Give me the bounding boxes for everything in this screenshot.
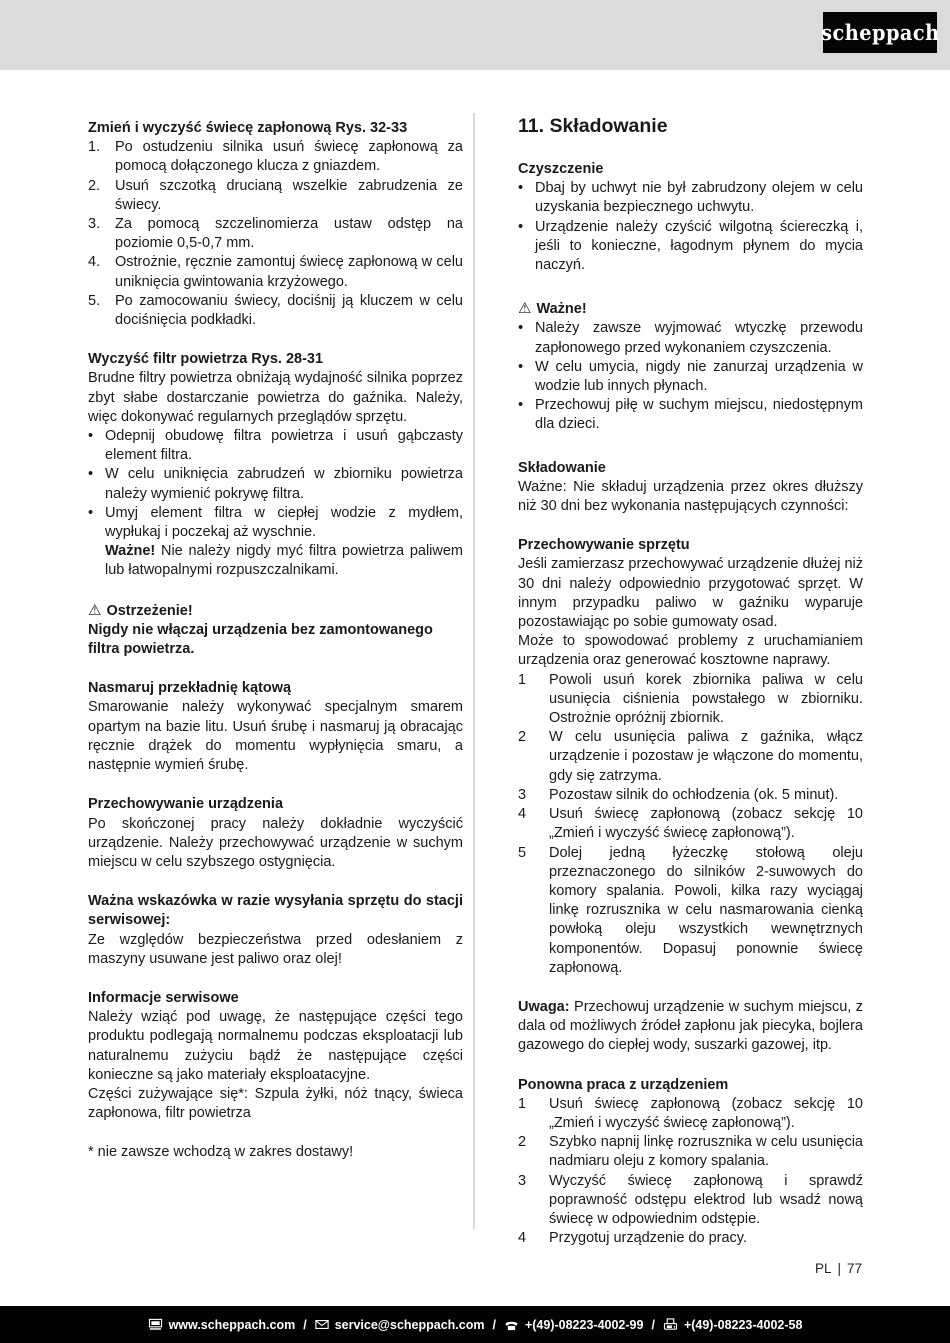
phone-icon — [504, 1319, 519, 1331]
footer-separator: / — [651, 1317, 655, 1332]
footer-fax-text: +(49)-08223-4002-58 — [683, 1317, 803, 1332]
footer-phone — [504, 1318, 644, 1332]
section-heading-equipment-storage: Przechowywanie sprzętu — [518, 537, 690, 554]
note-lead: Ważne! — [105, 543, 156, 560]
list-number: 5 — [518, 844, 527, 861]
bullet-text: Odepnij obudowę filtra powietrza i usuń gąbczasty element filtra. — [105, 428, 463, 464]
bullet-text — [105, 504, 463, 581]
list-text: Po zamocowaniu świecy, dociśnij ją kluczem w celu dociśnięcia podkładki. — [115, 292, 463, 329]
page-number-separator: | — [837, 1261, 841, 1276]
section-heading-air-filter: Wyczyść filtr powietrza Rys. 28-31 — [88, 351, 324, 368]
list-text: Za pomocą szczelinomierza ustaw odstęp na poziomie 0,5-0,7 mm. — [115, 216, 463, 252]
scheppach-logo — [820, 12, 940, 53]
bullet-marker — [518, 319, 535, 357]
page-number — [815, 1261, 862, 1276]
list-number: 4 — [518, 806, 527, 823]
footer-fax — [663, 1318, 803, 1332]
paragraph: Po skończonej pracy należy dokładnie wyczyścić urządzenie. Należy przechowywać urządzenie w suchym miejscu w celu szybszego ostygnięcia. — [88, 815, 463, 870]
list-number: 1 — [518, 671, 527, 688]
numbered-item — [518, 1172, 863, 1230]
bullet-text: Należy zawsze wyjmować wtyczkę przewodu zapłonowego przed wykonaniem czyszczenia. — [535, 320, 863, 356]
footer-separator: / — [303, 1317, 307, 1332]
footer-email — [315, 1318, 485, 1332]
numbered-item — [518, 805, 863, 843]
bullet-item — [88, 504, 463, 581]
paragraph: Może to spowodować problemy z uruchamianiem urządzenia oraz generować kosztowne naprawy. — [518, 633, 863, 669]
page-number-value: 77 — [846, 1261, 862, 1276]
paragraph: Należy wziąć pod uwagę, że następujące części tego produktu podlegają normalnemu podczas eksploatacji lub naturalnemu zużyciu bądź że następujące części konieczne są jako materiały eksploatacyjne. — [88, 1009, 463, 1083]
footer-bar — [0, 1306, 950, 1343]
envelope-icon — [315, 1319, 329, 1330]
list-text: Po ostudzeniu silnika usuń świecę zapłonową za pomocą dołączonego klucza z gniazdem. — [115, 139, 463, 175]
paragraph: Ważne: Nie składuj urządzenia przez okres dłuższy niż 30 dni bez wykonania następujących czynności: — [518, 478, 863, 515]
list-number: 1 — [518, 1095, 527, 1112]
bullet-item — [88, 427, 463, 465]
bullet-marker — [88, 427, 105, 465]
note-lead: Uwaga: — [518, 998, 570, 1015]
bullet-marker — [88, 465, 105, 503]
list-number: 4 — [518, 1230, 527, 1247]
list-text: Szybko napnij linkę rozrusznika w celu usunięcia nadmiaru oleju z komory spalania. — [549, 1134, 863, 1170]
bullet-marker — [518, 396, 535, 434]
column-divider — [473, 113, 475, 1229]
bullet-item — [518, 319, 863, 357]
section-heading-device-storage: Przechowywanie urządzenia — [88, 796, 284, 813]
paragraph: Jeśli zamierzasz przechowywać urządzenie dłużej niż 30 dni należy odpowiednio przygotować sprzęt. W innym przypadku paliwo w gaźniku wyparuje pozostawiając po sobie gumowaty osad. — [518, 556, 863, 631]
section-heading-service-note: Ważna wskazówka w razie wysyłania sprzętu do stacji serwisowej: — [88, 893, 463, 929]
bullet-item — [88, 465, 463, 503]
list-number: 5. — [88, 292, 101, 309]
section-heading-storage: Składowanie — [518, 459, 606, 476]
list-number: 1. — [88, 139, 101, 156]
numbered-item — [88, 292, 463, 330]
logo-text: scheppach — [820, 20, 940, 45]
warning-icon — [518, 301, 536, 317]
list-text: Dolej jedną łyżeczkę stołową oleju przeznaczonego do silników 2-suwowych do komory spalania. Powoli, kilka razy wyciągaj linkę rozrusznika w celu nasmarowania cienką powłoką oleju wszystkich wewnętrznych komponentów. Dopasuj ponownie świecę zapłonową. — [549, 844, 863, 976]
paragraph: Ze względów bezpieczeństwa przed odesłaniem z maszyny usuwane jest paliwo oraz olej! — [88, 931, 463, 967]
footer-website-text: www.scheppach.com — [168, 1317, 296, 1332]
important-title: ⚠ Ważne! — [518, 299, 863, 319]
list-text: W celu usunięcia paliwa z gaźnika, włącz urządzenie i pozostaw je włączone do momentu, gdy się zatrzyma. — [549, 729, 863, 784]
bullet-marker — [518, 218, 535, 276]
bullet-text: W celu uniknięcia zabrudzeń w zbiorniku powietrza należy wymienić pokrywę filtra. — [105, 466, 463, 502]
header-band — [0, 0, 950, 70]
list-text: Wyczyść świecę zapłonową i sprawdź poprawność odstępu elektrod lub wsadź nową świecę w odpowiednim odstępie. — [549, 1172, 863, 1227]
list-number: 4. — [88, 254, 101, 271]
footnote: * nie zawsze wchodzą w zakres dostawy! — [88, 1144, 354, 1161]
paragraph: Brudne filtry powietrza obniżają wydajność silnika poprzez zbyt słabe dostarczanie powietrza do gaźnika. Należy, więc dokonywać regularnych przeglądów sprzętu. — [88, 370, 463, 425]
footer-separator: / — [492, 1317, 496, 1332]
section-heading-service-info: Informacje serwisowe — [88, 989, 239, 1006]
section-heading-spark-plug: Zmień i wyczyść świecę zapłonową Rys. 32-33 — [88, 120, 408, 136]
page-language: PL — [814, 1261, 832, 1276]
bullet-item — [518, 179, 863, 217]
bullet-text: W celu umycia, nigdy nie zanurzaj urządzenia w wodzie lub innych płynach. — [535, 358, 863, 395]
bullet-text: Urządzenie należy czyścić wilgotną ściereczką i, jeśli to konieczne, łagodnym płynem do mycia naczyń. — [535, 218, 863, 274]
paragraph: Części zużywające się*: Szpula żyłki, nóż tnący, świeca zapłonowa, filtr powietrza — [88, 1085, 463, 1122]
bullet-text-line: Umyj element filtra w ciepłej wodzie z mydłem, wypłukaj i poczekaj aż wyschnie. — [105, 504, 463, 541]
note-rest: Przechowuj urządzenie w suchym miejscu, z dala od możliwych źródeł zapłonu jak piecyka, bojlera gazowego do ciepłej wody, suszarki gazowej, itp. — [518, 998, 863, 1054]
list-number: 2 — [518, 1134, 527, 1151]
bullet-item — [518, 358, 863, 396]
footer-website — [148, 1318, 296, 1332]
numbered-item — [518, 1229, 863, 1248]
numbered-item — [518, 1095, 863, 1133]
paragraph: Smarowanie należy wykonywać specjalnym smarem opartym na bazie litu. Usuń śrubę i nasmaruj ją obracając ręcznie drążek do momentu wypłynięcia smaru, a następnie wymień śrubę. — [88, 699, 463, 774]
section-heading-cleaning: Czyszczenie — [518, 161, 604, 177]
note-paragraph — [518, 998, 863, 1056]
warning-icon — [88, 603, 106, 619]
list-text: Usuń świecę zapłonową (zobacz sekcję 10 „Zmień i wyczyść świecę zapłonową”). — [549, 806, 863, 842]
numbered-item — [88, 177, 463, 215]
right-column — [518, 114, 863, 1248]
list-text: Przygotuj urządzenie do pracy. — [549, 1230, 748, 1247]
list-text: Usuń świecę zapłonową (zobacz sekcję 10 „Zmień i wyczyść świecę zapłonową”). — [549, 1095, 863, 1131]
fax-icon — [663, 1318, 678, 1331]
bullet-text: Przechowuj piłę w suchym miejscu, niedostępnym dla dzieci. — [535, 397, 863, 433]
bullet-marker — [88, 504, 105, 581]
list-number: 2 — [518, 729, 527, 746]
numbered-item — [518, 786, 863, 805]
bullet-item — [518, 218, 863, 276]
numbered-item — [518, 728, 863, 786]
list-text: Usuń szczotką drucianą wszelkie zabrudzenia ze świecy. — [115, 177, 463, 213]
warning-text: Nigdy nie włączaj urządzenia bez zamontowanego filtra powietrza. — [88, 621, 433, 658]
section-title: 11. Składowanie — [518, 115, 668, 137]
monitor-icon — [148, 1318, 163, 1331]
footer-email-text: service@scheppach.com — [334, 1317, 485, 1332]
numbered-item — [518, 1133, 863, 1171]
warning-title: ⚠ Ostrzeżenie! — [88, 601, 463, 621]
numbered-item — [518, 671, 863, 729]
numbered-item — [88, 253, 463, 291]
list-number: 3 — [518, 786, 527, 803]
list-text: Pozostaw silnik do ochłodzenia (ok. 5 minut). — [549, 786, 839, 803]
list-text: Ostrożnie, ręcznie zamontuj świecę zapłonową w celu uniknięcia gwintowania krzyżowego. — [115, 254, 463, 290]
bullet-text: Dbaj by uchwyt nie był zabrudzony olejem w celu uzyskania bezpiecznego uchwytu. — [535, 180, 863, 216]
section-heading-restart: Ponowna praca z urządzeniem — [518, 1076, 729, 1093]
numbered-item — [88, 215, 463, 253]
list-number: 3. — [88, 216, 101, 233]
numbered-item — [88, 138, 463, 176]
numbered-item — [518, 844, 863, 978]
bullet-marker — [518, 179, 535, 217]
section-heading-gearbox: Nasmaruj przekładnię kątową — [88, 680, 292, 697]
left-column — [88, 119, 463, 1163]
note-rest: Nie należy nigdy myć filtra powietrza paliwem lub łatwopalnymi rozpuszczalnikami. — [105, 543, 463, 579]
list-number: 3 — [518, 1172, 527, 1189]
list-number: 2. — [88, 177, 101, 194]
list-text: Powoli usuń korek zbiornika paliwa w celu usunięcia ciśnienia powstałego w zbiorniku. Ostrożnie opróżnij zbiornik. — [549, 671, 863, 727]
bullet-marker — [518, 358, 535, 396]
footer-phone-text: +(49)-08223-4002-99 — [524, 1317, 644, 1332]
bullet-item — [518, 396, 863, 434]
